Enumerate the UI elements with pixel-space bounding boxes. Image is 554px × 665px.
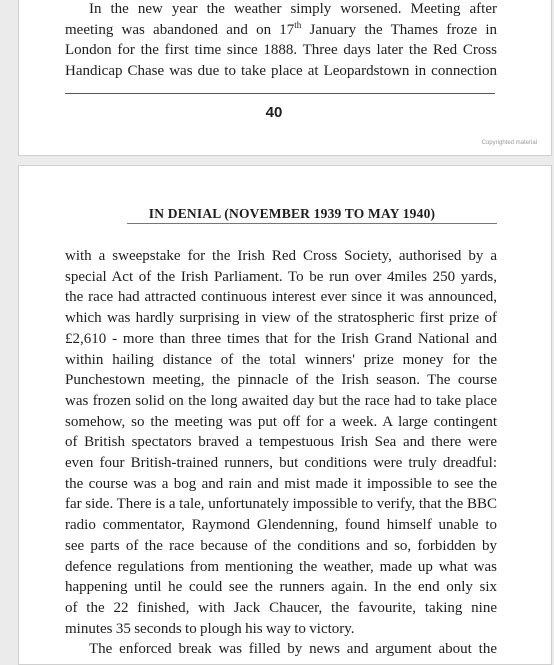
text-line: London for the first time since 1888. Three days later the Red Cross <box>65 42 497 59</box>
text-line: far side. There is a tale, unfortunately impossible to verify, that the BBC <box>65 496 497 513</box>
text-line: £2,610 - more than three times that for the Irish Grand National and <box>65 330 497 347</box>
ordinal-superscript: th <box>294 19 302 30</box>
text-line: even four British-trained runners, but conditions were truly dreadful: <box>65 455 497 472</box>
text-line-with-superscript <box>65 20 497 41</box>
text-line: Punchestown meeting, the pinnacle of the Irish season. The course <box>65 372 497 389</box>
text-line: which was hardly surprising in view of the stratospheric first prize of <box>65 310 497 327</box>
running-head: IN DENIAL (NOVEMBER 1939 TO MAY 1940) <box>148 206 436 221</box>
text-line: defence regulations from mentioning the weather, made up what was <box>65 558 497 575</box>
text-line: radio commentator, Raymond Glendenning, found himself unable to <box>65 517 497 534</box>
body-paragraph <box>65 246 497 660</box>
text-line: of British spectators braved a tempestuous Irish Sea and there were <box>65 434 497 451</box>
text-fragment: January the Thames froze in <box>309 21 497 38</box>
text-line: of the 22 finished, with Jack Chaucer, the favourite, taking nine <box>65 599 497 616</box>
text-line: special Act of the Irish Parliament. To be run over 4miles 250 yards, <box>65 268 497 285</box>
text-line: somehow, so the meeting was put off for a week. A large contingent <box>65 413 497 430</box>
header-rule <box>127 223 497 224</box>
text-line: the race had attracted continuous interest ever since it was announced, <box>65 289 497 306</box>
text-line: happening until he could see the runners again. In the end only six <box>65 579 497 596</box>
text-fragment: meeting was abandoned and on 17 <box>65 21 295 38</box>
text-line: was frozen solid on the long awaited day but the race had to take place <box>65 392 497 409</box>
text-line: with a sweepstake for the Irish Red Cross Society, authorised by a <box>65 248 497 264</box>
previous-page <box>18 0 552 156</box>
text-line: The enforced break was filled by news and argument about the <box>89 641 497 658</box>
current-page <box>18 165 552 665</box>
text-line: within hailing distance of the total winners' prize money for the <box>65 351 497 368</box>
text-line: see parts of the race because of the conditions and so, forbidden by <box>65 537 497 554</box>
text-line: In the new year the weather simply worsened. Meeting after <box>89 1 497 17</box>
text-line: minutes 35 seconds to plough his way to victory. <box>65 620 355 637</box>
copyright-notice: Copyrighted material <box>481 140 537 146</box>
text-line: the course was a bog and rain and mist made it impossible to see the <box>65 475 497 492</box>
top-paragraph <box>65 0 497 82</box>
page-number: 40 <box>265 104 283 121</box>
text-line: Handicap Chase was due to take place at Leopardstown in connection <box>65 63 497 80</box>
footer-rule <box>65 93 495 94</box>
